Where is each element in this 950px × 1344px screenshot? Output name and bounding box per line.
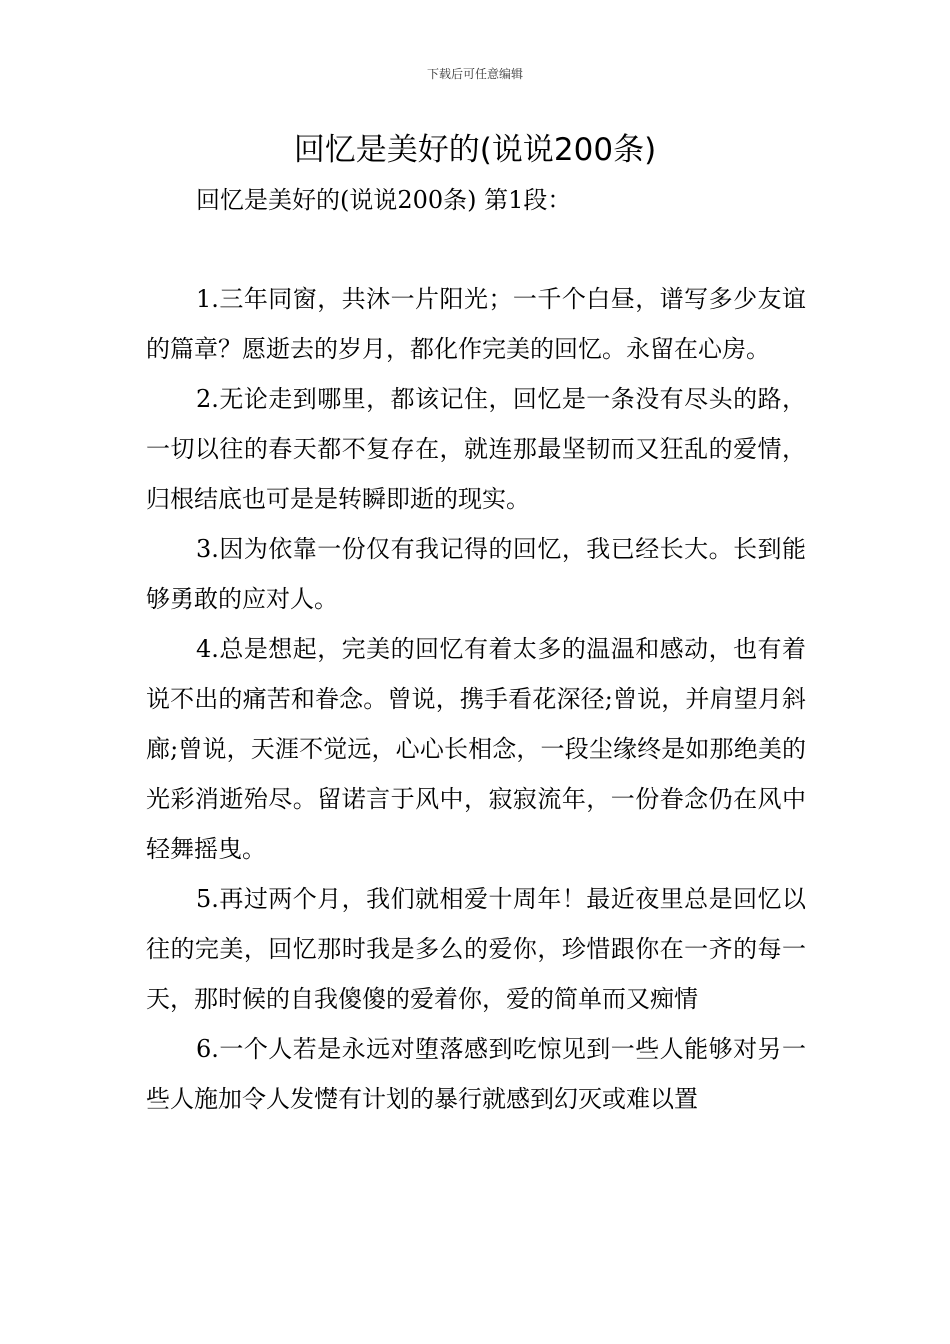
paragraph-4: 4.总是想起，完美的回忆有着太多的温温和感动，也有着说不出的痛苦和眷念。曾说，携手看花深径;曾说，并肩望月斜廊;曾说，天涯不觉远，心心长相念，一段尘缘终是如那绝美的光彩消逝殆尽。留诺言于风中，寂寂流年，一份眷念仍在风中轻舞摇曳。 <box>146 635 806 863</box>
paragraph-1: 1.三年同窗，共沐一片阳光；一千个白昼，谱写多少友谊的篇章？愿逝去的岁月，都化作完美的回忆。永留在心房。 <box>146 285 806 363</box>
paragraph-3: 3.因为依靠一份仅有我记得的回忆，我已经长大。长到能够勇敢的应对人。 <box>146 535 806 613</box>
paragraph-5: 5.再过两个月，我们就相爱十周年！最近夜里总是回忆以往的完美，回忆那时我是多么的爱你，珍惜跟你在一齐的每一天，那时候的自我傻傻的爱着你，爱的简单而又痴情 <box>146 885 806 1013</box>
section-heading: 回忆是美好的(说说200条) 第1段： <box>196 186 572 214</box>
paragraph-2: 2.无论走到哪里，都该记住，回忆是一条没有尽头的路，一切以往的春天都不复存在，就连那最坚韧而又狂乱的爱情，归根结底也可是是转瞬即逝的现实。 <box>146 385 806 513</box>
document-body <box>146 274 806 1124</box>
document-title: 回忆是美好的(说说200条) <box>293 132 657 168</box>
paragraph-6: 6.一个人若是永远对堕落感到吃惊见到一些人能够对另一些人施加令人发憷有计划的暴行就感到幻灭或难以置 <box>146 1035 806 1113</box>
page-header: 下载后可任意编辑 <box>426 67 523 81</box>
